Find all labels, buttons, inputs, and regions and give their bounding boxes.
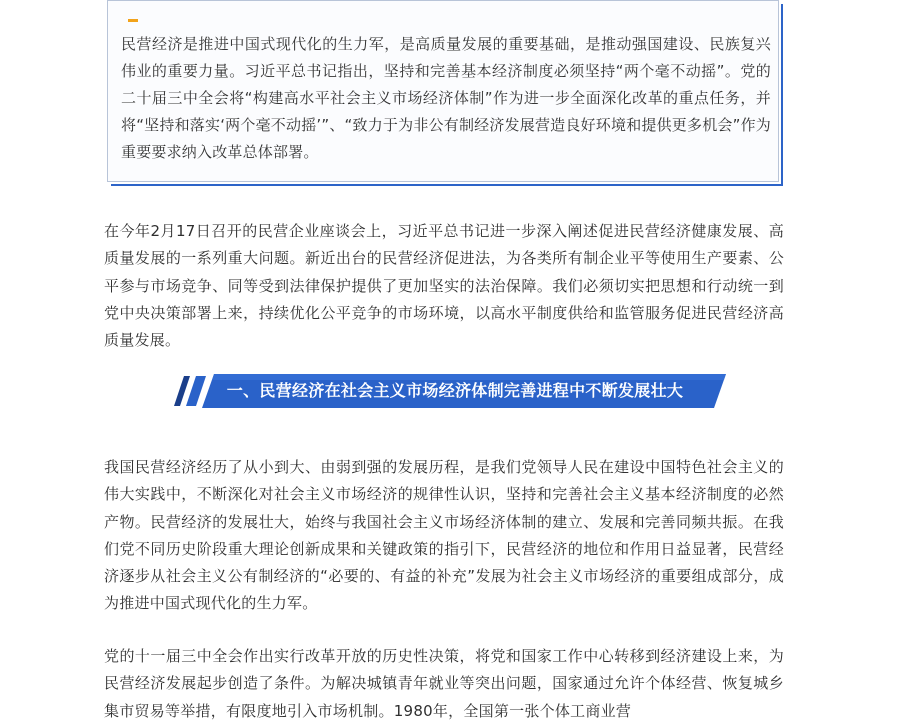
intro-text: 民营经济是推进中国式现代化的生力军，是高质量发展的重要基础，是推动强国建设、民族复兴伟业的重要力量。习近平总书记指出，坚持和完善基本经济制度必须坚持“两个毫不动摇”。党的二十届三中全会将“构建高水平社会主义市场经济体制”作为进一步全面深化改革的重点任务，并将“坚持和落实‘两个毫不动摇’”、“致力于为非公有制经济发展营造良好环境和提供更多机会”作为重要要求纳入改革总体部署。 (121, 35, 771, 161)
intro-box (107, 0, 779, 182)
section-heading-banner (170, 372, 730, 410)
paragraph-1: 在今年2月17日召开的民营企业座谈会上，习近平总书记进一步深入阐述促进民营经济健康发展、高质量发展的一系列重大问题。新近出台的民营经济促进法，为各类所有制企业平等使用生产要素、公平参与市场竞争、同等受到法律保护提供了更加坚实的法治保障。我们必须切实把思想和行动统一到党中央决策部署上来，持续优化公平竞争的市场环境，以高水平制度供给和监管服务促进民营经济高质量发展。 (104, 222, 784, 350)
paragraph-3: 党的十一届三中全会作出实行改革开放的历史性决策，将党和国家工作中心转移到经济建设上来，为民营经济发展起步创造了条件。为解决城镇青年就业等突出问题，国家通过允许个体经营、恢复城乡集市贸易等举措，有限度地引入市场机制。1980年，全国第一张个体工商业营 (104, 647, 784, 720)
section-heading-title: 一、民营经济在社会主义市场经济体制完善进程中不断发展壮大 (226, 381, 684, 400)
paragraph-2: 我国民营经济经历了从小到大、由弱到强的发展历程，是我们党领导人民在建设中国特色社会主义的伟大实践中，不断深化对社会主义市场经济的规律性认识，坚持和完善社会主义基本经济制度的必然产物。民营经济的发展壮大，始终与我国社会主义市场经济体制的建立、发展和完善同频共振。在我们党不同历史阶段重大理论创新成果和关键政策的指引下，民营经济的地位和作用日益显著，民营经济逐步从社会主义公有制经济的“必要的、有益的补充”发展为社会主义市场经济的重要组成部分，成为推进中国式现代化的生力军。 (104, 458, 784, 613)
intro-accent-mark (128, 19, 138, 22)
